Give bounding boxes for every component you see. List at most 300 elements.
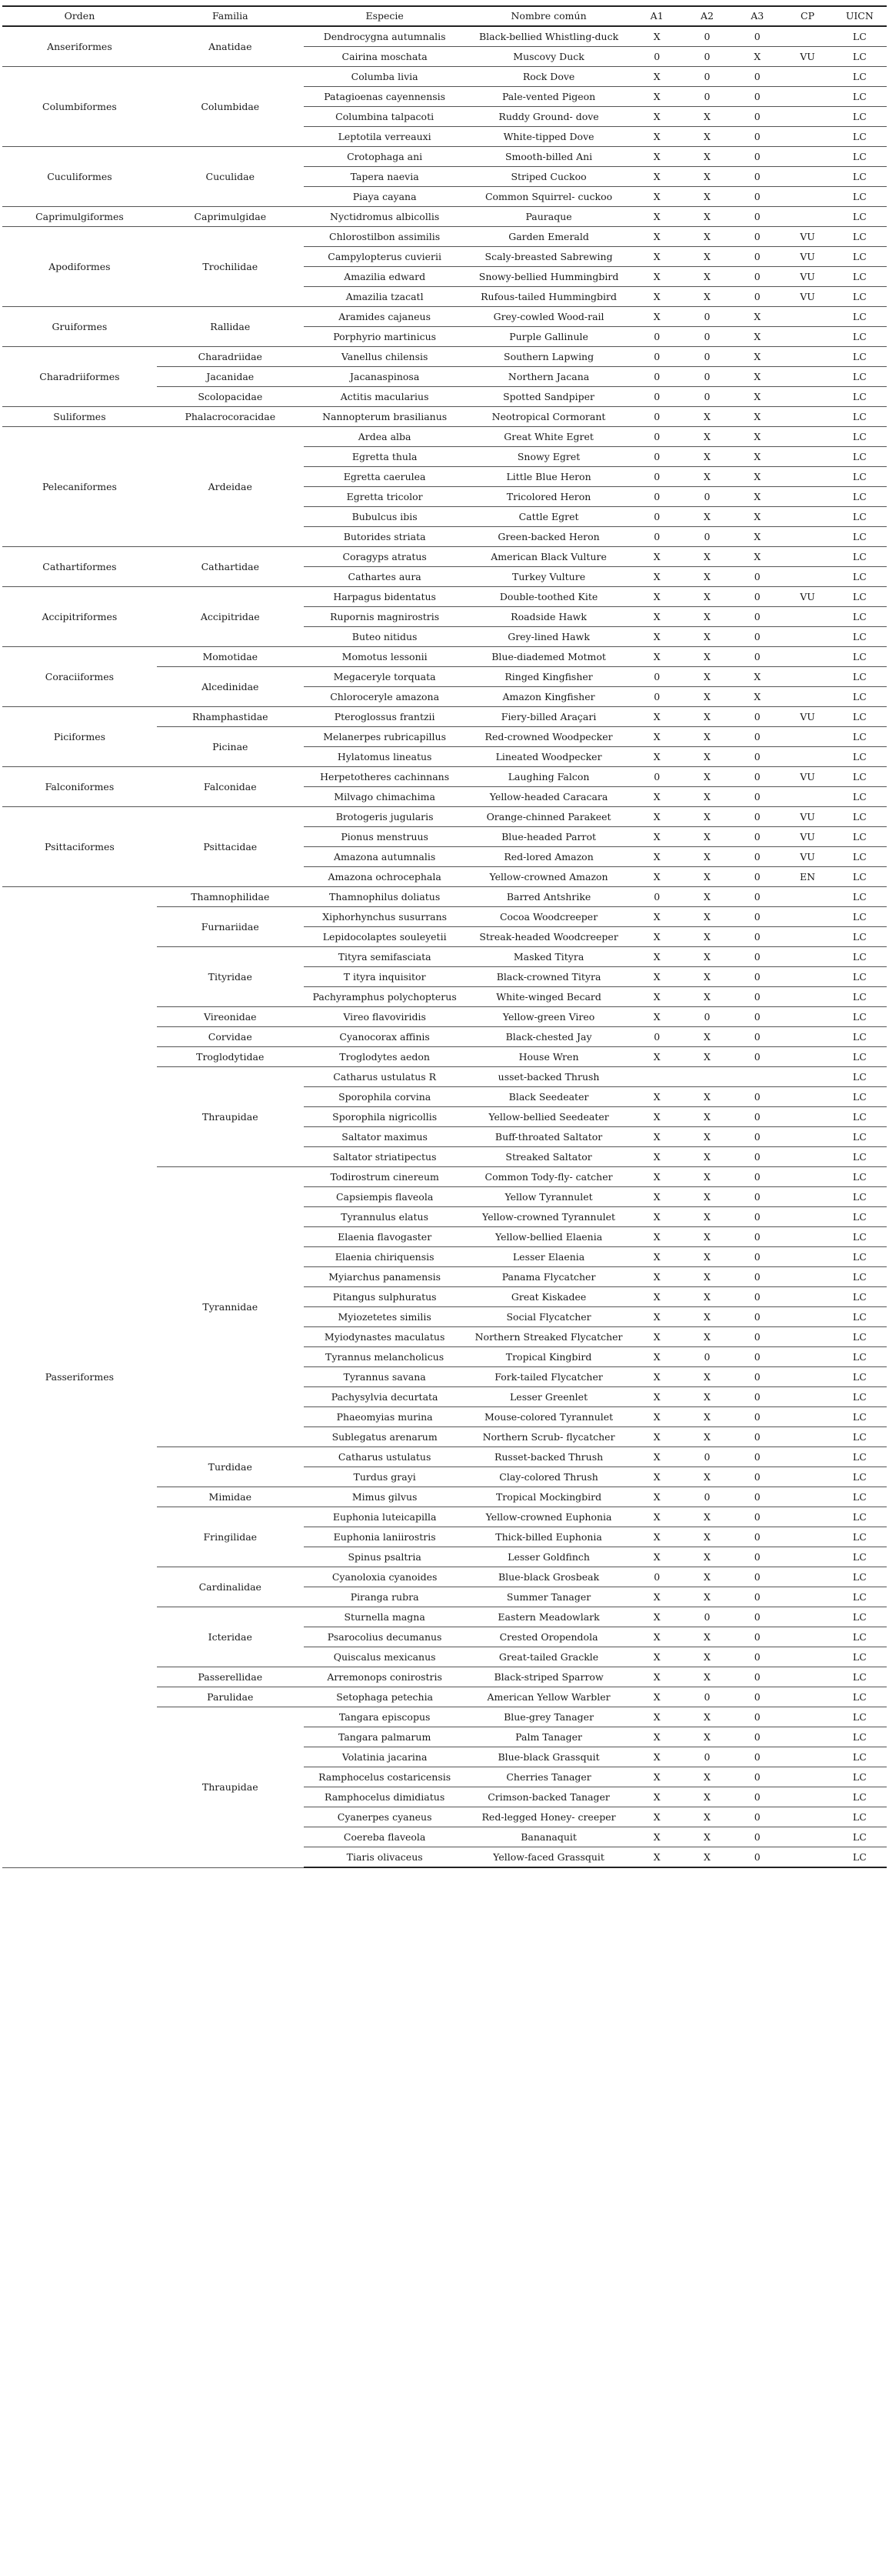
uicn-cell: LC	[833, 707, 887, 727]
familia-cell: Cathartidae	[157, 547, 304, 587]
orden-cell: Suliformes	[2, 407, 157, 427]
especie-cell: Columba livia	[304, 67, 466, 87]
a1-cell: X	[632, 1047, 682, 1067]
a3-cell: 0	[732, 267, 782, 287]
cp-cell	[782, 167, 832, 187]
a1-cell: 0	[632, 407, 682, 427]
nombre-comun-cell: Snowy-bellied Hummingbird	[466, 267, 632, 287]
familia-cell: Passerellidae	[157, 1667, 304, 1687]
a2-cell: X	[682, 1647, 732, 1667]
nombre-comun-cell: Black-bellied Whistling-duck	[466, 26, 632, 47]
cp-cell	[782, 427, 832, 447]
table-row	[2, 227, 887, 247]
nombre-comun-cell: Pauraque	[466, 207, 632, 227]
familia-cell: Picinae	[157, 727, 304, 767]
especie-cell: Amazona autumnalis	[304, 847, 466, 867]
a1-cell: X	[632, 927, 682, 947]
a1-cell: X	[632, 1267, 682, 1287]
uicn-cell: LC	[833, 1187, 887, 1207]
a3-cell: X	[732, 507, 782, 527]
cp-cell	[782, 387, 832, 407]
cp-cell	[782, 687, 832, 707]
nombre-comun-cell: Yellow-green Vireo	[466, 1007, 632, 1027]
a3-cell: X	[732, 367, 782, 387]
a3-cell: 0	[732, 1507, 782, 1527]
uicn-cell: LC	[833, 867, 887, 887]
nombre-comun-cell: Common Squirrel- cuckoo	[466, 187, 632, 207]
especie-cell: Bubulcus ibis	[304, 507, 466, 527]
cp-cell	[782, 507, 832, 527]
a2-cell: X	[682, 507, 732, 527]
especie-cell: Leptotila verreauxi	[304, 127, 466, 147]
familia-cell: Ardeidae	[157, 427, 304, 547]
a1-cell: 0	[632, 687, 682, 707]
a2-cell: X	[682, 1387, 732, 1407]
especie-cell: T ityra inquisitor	[304, 967, 466, 987]
a1-cell: X	[632, 1787, 682, 1807]
uicn-cell: LC	[833, 1387, 887, 1407]
nombre-comun-cell: Summer Tanager	[466, 1587, 632, 1607]
uicn-cell: LC	[833, 67, 887, 87]
nombre-comun-cell: Clay-colored Thrush	[466, 1467, 632, 1487]
a3-cell: 0	[732, 1287, 782, 1307]
orden-cell: Anseriformes	[2, 26, 157, 67]
uicn-cell: LC	[833, 1707, 887, 1727]
a3-cell: 0	[732, 1347, 782, 1367]
nombre-comun-cell: House Wren	[466, 1047, 632, 1067]
uicn-cell: LC	[833, 547, 887, 567]
cp-cell	[782, 1107, 832, 1127]
uicn-cell: LC	[833, 1467, 887, 1487]
a1-cell: X	[632, 1107, 682, 1127]
a2-cell: 0	[682, 87, 732, 107]
cp-cell: VU	[782, 847, 832, 867]
table-row	[2, 427, 887, 447]
a1-cell: X	[632, 1287, 682, 1307]
nombre-comun-cell: Red-crowned Woodpecker	[466, 727, 632, 747]
cp-cell	[782, 1587, 832, 1607]
cp-cell	[782, 1627, 832, 1647]
cp-cell	[782, 107, 832, 127]
uicn-cell: LC	[833, 567, 887, 587]
a1-cell: X	[632, 267, 682, 287]
cp-cell	[782, 1687, 832, 1707]
uicn-cell: LC	[833, 1847, 887, 1868]
uicn-cell: LC	[833, 847, 887, 867]
orden-cell: Coraciiformes	[2, 647, 157, 707]
uicn-cell: LC	[833, 1047, 887, 1067]
a2-cell: 0	[682, 67, 732, 87]
familia-cell: Anatidae	[157, 26, 304, 67]
uicn-cell: LC	[833, 1407, 887, 1427]
familia-cell: Psittacidae	[157, 807, 304, 887]
a2-cell: 0	[682, 1747, 732, 1767]
uicn-cell: LC	[833, 1227, 887, 1247]
cp-cell	[782, 1227, 832, 1247]
a2-cell: X	[682, 187, 732, 207]
nombre-comun-cell: Ruddy Ground- dove	[466, 107, 632, 127]
nombre-comun-cell: Double-toothed Kite	[466, 587, 632, 607]
a2-cell: X	[682, 1267, 732, 1287]
table-body	[2, 26, 887, 1867]
especie-cell: Ramphocelus costaricensis	[304, 1767, 466, 1787]
uicn-cell: LC	[833, 1787, 887, 1807]
cp-cell	[782, 1747, 832, 1767]
nombre-comun-cell: Great White Egret	[466, 427, 632, 447]
a1-cell: X	[632, 707, 682, 727]
a2-cell: X	[682, 787, 732, 807]
a2-cell: X	[682, 1247, 732, 1267]
nombre-comun-cell: Panama Flycatcher	[466, 1267, 632, 1287]
table-row	[2, 887, 887, 907]
especie-cell: Saltator maximus	[304, 1127, 466, 1147]
especie-cell: Saltator striatipectus	[304, 1147, 466, 1167]
uicn-cell: LC	[833, 1287, 887, 1307]
nombre-comun-cell: Lineated Woodpecker	[466, 747, 632, 767]
a3-cell: 0	[732, 207, 782, 227]
familia-cell: Falconidae	[157, 767, 304, 807]
a3-cell: 0	[732, 907, 782, 927]
uicn-cell: LC	[833, 907, 887, 927]
especie-cell: Tangara palmarum	[304, 1727, 466, 1747]
a1-cell	[632, 1067, 682, 1087]
a3-cell: 0	[732, 767, 782, 787]
a2-cell: 0	[682, 367, 732, 387]
nombre-comun-cell: Blue-black Grassquit	[466, 1747, 632, 1767]
familia-cell: Phalacrocoracidae	[157, 407, 304, 427]
a2-cell: X	[682, 407, 732, 427]
nombre-comun-cell: Red-lored Amazon	[466, 847, 632, 867]
a1-cell: 0	[632, 1567, 682, 1587]
a3-cell: 0	[732, 1447, 782, 1467]
a3-cell: 0	[732, 887, 782, 907]
uicn-cell: LC	[833, 1427, 887, 1447]
nombre-comun-cell: Common Tody-fly- catcher	[466, 1167, 632, 1187]
a1-cell: X	[632, 747, 682, 767]
a2-cell: X	[682, 667, 732, 687]
cp-cell	[782, 447, 832, 467]
a2-cell: X	[682, 707, 732, 727]
a2-cell: X	[682, 1087, 732, 1107]
especie-cell: Elaenia chiriquensis	[304, 1247, 466, 1267]
especie-cell: Piranga rubra	[304, 1587, 466, 1607]
nombre-comun-cell: Streak-headed Woodcreeper	[466, 927, 632, 947]
a3-cell	[732, 1067, 782, 1087]
especie-cell: Turdus grayi	[304, 1467, 466, 1487]
cp-cell	[782, 1127, 832, 1147]
a2-cell: X	[682, 947, 732, 967]
especie-cell: Ardea alba	[304, 427, 466, 447]
especie-cell: Myiarchus panamensis	[304, 1267, 466, 1287]
a1-cell: X	[632, 167, 682, 187]
a1-cell: X	[632, 1427, 682, 1447]
nombre-comun-cell: Little Blue Heron	[466, 467, 632, 487]
uicn-cell: LC	[833, 1747, 887, 1767]
familia-cell: Rallidae	[157, 307, 304, 347]
a1-cell: X	[632, 1547, 682, 1567]
orden-cell: Accipitriformes	[2, 587, 157, 647]
a2-cell: 0	[682, 487, 732, 507]
nombre-comun-cell: Rock Dove	[466, 67, 632, 87]
a1-cell: X	[632, 307, 682, 327]
nombre-comun-cell: Yellow-crowned Euphonia	[466, 1507, 632, 1527]
especie-cell: Chloroceryle amazona	[304, 687, 466, 707]
nombre-comun-cell: Tricolored Heron	[466, 487, 632, 507]
cp-cell	[782, 1507, 832, 1527]
a3-cell: 0	[732, 1767, 782, 1787]
nombre-comun-cell: Thick-billed Euphonia	[466, 1527, 632, 1547]
especie-cell: Hylatomus lineatus	[304, 747, 466, 767]
a2-cell: X	[682, 1307, 732, 1327]
cp-cell	[782, 1067, 832, 1087]
cp-cell	[782, 1527, 832, 1547]
nombre-comun-cell: Yellow-bellied Elaenia	[466, 1227, 632, 1247]
especie-cell: Nannopterum brasilianus	[304, 407, 466, 427]
a3-cell: X	[732, 327, 782, 347]
especie-cell: Rupornis magnirostris	[304, 607, 466, 627]
a2-cell: X	[682, 1407, 732, 1427]
uicn-cell: LC	[833, 347, 887, 367]
uicn-cell: LC	[833, 1487, 887, 1507]
a1-cell: X	[632, 1847, 682, 1868]
a1-cell: X	[632, 1607, 682, 1627]
especie-cell: Columbina talpacoti	[304, 107, 466, 127]
especie-cell: Tyrannulus elatus	[304, 1207, 466, 1227]
a1-cell: 0	[632, 487, 682, 507]
a3-cell: 0	[732, 847, 782, 867]
uicn-cell: LC	[833, 827, 887, 847]
a2-cell: X	[682, 847, 732, 867]
uicn-cell: LC	[833, 1827, 887, 1847]
nombre-comun-cell: Yellow-crowned Amazon	[466, 867, 632, 887]
a1-cell: X	[632, 187, 682, 207]
cp-cell: VU	[782, 247, 832, 267]
a3-cell: X	[732, 447, 782, 467]
especie-cell: Tyrannus savana	[304, 1367, 466, 1387]
nombre-comun-cell: Cherries Tanager	[466, 1767, 632, 1787]
a2-cell: X	[682, 867, 732, 887]
a1-cell: X	[632, 1167, 682, 1187]
nombre-comun-cell: Northern Jacana	[466, 367, 632, 387]
a3-cell: X	[732, 547, 782, 567]
header-uicn: UICN	[833, 6, 887, 26]
familia-cell: Jacanidae	[157, 367, 304, 387]
especie-cell: Egretta tricolor	[304, 487, 466, 507]
especie-cell: Phaeomyias murina	[304, 1407, 466, 1427]
a2-cell: X	[682, 1787, 732, 1807]
a3-cell: 0	[732, 1387, 782, 1407]
a1-cell: X	[632, 1587, 682, 1607]
a1-cell: X	[632, 207, 682, 227]
cp-cell	[782, 1087, 832, 1107]
uicn-cell: LC	[833, 187, 887, 207]
table-row	[2, 347, 887, 367]
cp-cell	[782, 307, 832, 327]
a3-cell: 0	[732, 1147, 782, 1167]
cp-cell	[782, 1247, 832, 1267]
nombre-comun-cell: Black-crowned Tityra	[466, 967, 632, 987]
a2-cell: X	[682, 1807, 732, 1827]
a1-cell: X	[632, 1007, 682, 1027]
especie-cell: Catharus ustulatus R	[304, 1067, 466, 1087]
nombre-comun-cell: Green-backed Heron	[466, 527, 632, 547]
uicn-cell: LC	[833, 327, 887, 347]
header-a3: A3	[732, 6, 782, 26]
uicn-cell: LC	[833, 1087, 887, 1107]
a1-cell: 0	[632, 387, 682, 407]
orden-cell: Gruiformes	[2, 307, 157, 347]
cp-cell	[782, 547, 832, 567]
header-familia: Familia	[157, 6, 304, 26]
uicn-cell: LC	[833, 367, 887, 387]
table-row	[2, 647, 887, 667]
cp-cell	[782, 367, 832, 387]
nombre-comun-cell: Roadside Hawk	[466, 607, 632, 627]
a1-cell: X	[632, 947, 682, 967]
cp-cell	[782, 1567, 832, 1587]
a3-cell: 0	[732, 987, 782, 1007]
a1-cell: X	[632, 247, 682, 267]
cp-cell	[782, 667, 832, 687]
a1-cell: X	[632, 227, 682, 247]
nombre-comun-cell: Eastern Meadowlark	[466, 1607, 632, 1627]
uicn-cell: LC	[833, 1667, 887, 1687]
uicn-cell: LC	[833, 627, 887, 647]
a1-cell: X	[632, 1767, 682, 1787]
a1-cell: X	[632, 1307, 682, 1327]
table-row	[2, 807, 887, 827]
especie-cell: Jacanaspinosa	[304, 367, 466, 387]
a3-cell: 0	[732, 1327, 782, 1347]
especie-cell: Thamnophilus doliatus	[304, 887, 466, 907]
a3-cell: 0	[732, 607, 782, 627]
a1-cell: X	[632, 1627, 682, 1647]
especie-cell: Sporophila nigricollis	[304, 1107, 466, 1127]
a3-cell: 0	[732, 1827, 782, 1847]
familia-cell: Cuculidae	[157, 147, 304, 207]
uicn-cell: LC	[833, 1307, 887, 1327]
uicn-cell: LC	[833, 807, 887, 827]
nombre-comun-cell: Blue-diademed Motmot	[466, 647, 632, 667]
especie-cell: Porphyrio martinicus	[304, 327, 466, 347]
cp-cell	[782, 1767, 832, 1787]
familia-cell: Fringilidae	[157, 1507, 304, 1567]
nombre-comun-cell: Black-chested Jay	[466, 1027, 632, 1047]
especie-cell: Quiscalus mexicanus	[304, 1647, 466, 1667]
cp-cell	[782, 1607, 832, 1627]
especie-cell: Harpagus bidentatus	[304, 587, 466, 607]
a1-cell: X	[632, 1347, 682, 1367]
orden-cell: Cathartiformes	[2, 547, 157, 587]
familia-cell: Vireonidae	[157, 1007, 304, 1027]
familia-cell: Caprimulgidae	[157, 207, 304, 227]
orden-cell: Pelecaniformes	[2, 427, 157, 547]
a1-cell: X	[632, 287, 682, 307]
cp-cell	[782, 67, 832, 87]
cp-cell	[782, 1327, 832, 1347]
a2-cell: X	[682, 427, 732, 447]
a1-cell: X	[632, 1367, 682, 1387]
nombre-comun-cell: Grey-lined Hawk	[466, 627, 632, 647]
uicn-cell: LC	[833, 1127, 887, 1147]
cp-cell	[782, 987, 832, 1007]
cp-cell	[782, 1047, 832, 1067]
a3-cell: X	[732, 407, 782, 427]
a3-cell: 0	[732, 1307, 782, 1327]
especie-cell: Mimus gilvus	[304, 1487, 466, 1507]
a1-cell: X	[632, 1407, 682, 1427]
a1-cell: X	[632, 867, 682, 887]
nombre-comun-cell: Turkey Vulture	[466, 567, 632, 587]
nombre-comun-cell: Black-striped Sparrow	[466, 1667, 632, 1687]
nombre-comun-cell: White-winged Becard	[466, 987, 632, 1007]
cp-cell	[782, 1727, 832, 1747]
a1-cell: X	[632, 127, 682, 147]
familia-cell: Furnariidae	[157, 907, 304, 947]
cp-cell	[782, 927, 832, 947]
a1-cell: X	[632, 1647, 682, 1667]
especie-cell: Actitis macularius	[304, 387, 466, 407]
a1-cell: X	[632, 107, 682, 127]
a3-cell: 0	[732, 1407, 782, 1427]
a1-cell: 0	[632, 327, 682, 347]
orden-cell: Cuculiformes	[2, 147, 157, 207]
uicn-cell: LC	[833, 447, 887, 467]
a3-cell: 0	[732, 1467, 782, 1487]
especie-cell: Nyctidromus albicollis	[304, 207, 466, 227]
table-row	[2, 67, 887, 87]
uicn-cell: LC	[833, 47, 887, 67]
a1-cell: X	[632, 1227, 682, 1247]
uicn-cell: LC	[833, 727, 887, 747]
especie-cell: Egretta thula	[304, 447, 466, 467]
a2-cell: X	[682, 1567, 732, 1587]
nombre-comun-cell: Rufous-tailed Hummingbird	[466, 287, 632, 307]
a1-cell: X	[632, 1187, 682, 1207]
uicn-cell: LC	[833, 767, 887, 787]
cp-cell	[782, 467, 832, 487]
a2-cell: X	[682, 1847, 732, 1868]
a2-cell: X	[682, 987, 732, 1007]
a2-cell: X	[682, 747, 732, 767]
cp-cell	[782, 1407, 832, 1427]
uicn-cell: LC	[833, 1027, 887, 1047]
a3-cell: X	[732, 47, 782, 67]
a3-cell: 0	[732, 1567, 782, 1587]
a2-cell: X	[682, 1587, 732, 1607]
cp-cell	[782, 187, 832, 207]
nombre-comun-cell: Northern Scrub- flycatcher	[466, 1427, 632, 1447]
especie-cell: Coragyps atratus	[304, 547, 466, 567]
a3-cell: 0	[732, 827, 782, 847]
uicn-cell: LC	[833, 787, 887, 807]
especie-cell: Egretta caerulea	[304, 467, 466, 487]
a2-cell: X	[682, 467, 732, 487]
a1-cell: 0	[632, 347, 682, 367]
a3-cell: X	[732, 687, 782, 707]
uicn-cell: LC	[833, 1067, 887, 1087]
especie-cell: Capsiempis flaveola	[304, 1187, 466, 1207]
species-table-container	[2, 5, 887, 1868]
orden-cell: Falconiformes	[2, 767, 157, 807]
a1-cell: X	[632, 627, 682, 647]
a2-cell: X	[682, 567, 732, 587]
familia-cell: Tyrannidae	[157, 1167, 304, 1447]
uicn-cell: LC	[833, 587, 887, 607]
a2-cell: X	[682, 1027, 732, 1047]
a3-cell: 0	[732, 1547, 782, 1567]
nombre-comun-cell: Yellow-bellied Seedeater	[466, 1107, 632, 1127]
